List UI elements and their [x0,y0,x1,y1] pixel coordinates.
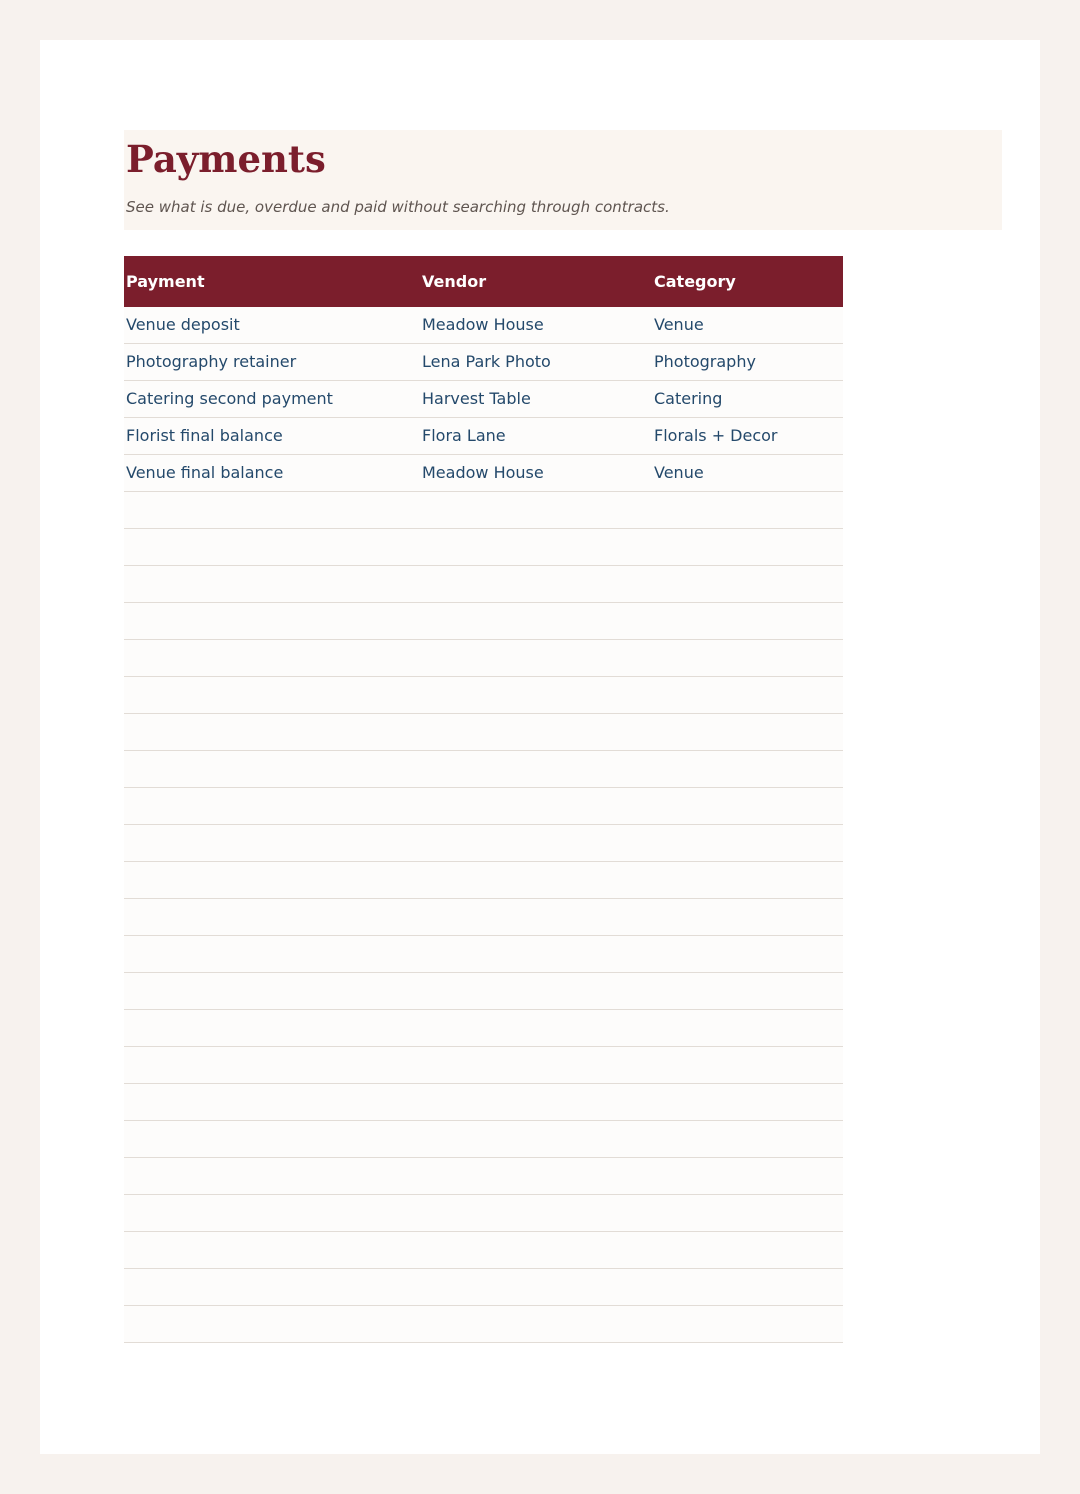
payment-cell[interactable]: Photography retainer [126,352,297,371]
table-row[interactable] [124,677,843,714]
table-row[interactable] [124,825,843,862]
payment-cell[interactable]: Catering second payment [126,389,333,408]
table-row[interactable] [124,1010,843,1047]
category-cell[interactable]: Venue [654,315,704,334]
table-row[interactable] [124,307,843,344]
category-cell[interactable]: Catering [654,389,723,408]
vendor-cell[interactable]: Lena Park Photo [422,352,551,371]
table-row[interactable] [124,1306,843,1343]
table-row[interactable] [124,1269,843,1306]
table-row[interactable] [124,455,843,492]
table-row[interactable] [124,936,843,973]
table-row[interactable] [124,418,843,455]
column-header-category: Category [654,272,736,291]
vendor-cell[interactable]: Meadow House [422,463,544,482]
document-page [40,40,1040,1454]
vendor-cell[interactable]: Flora Lane [422,426,506,445]
category-cell[interactable]: Venue [654,463,704,482]
table-row[interactable] [124,603,843,640]
category-cell[interactable]: Photography [654,352,756,371]
payments-table [124,256,843,1343]
page-subtitle: See what is due, overdue and paid without searching through contracts. [126,198,670,216]
table-row[interactable] [124,1121,843,1158]
table-row[interactable] [124,751,843,788]
table-row[interactable] [124,492,843,529]
column-header-payment: Payment [126,272,205,291]
category-cell[interactable]: Florals + Decor [654,426,778,445]
payment-cell[interactable]: Florist final balance [126,426,283,445]
table-row[interactable] [124,1084,843,1121]
table-row[interactable] [124,566,843,603]
table-row[interactable] [124,899,843,936]
table-header-row [124,256,843,307]
table-row[interactable] [124,1158,843,1195]
vendor-cell[interactable]: Meadow House [422,315,544,334]
table-row[interactable] [124,344,843,381]
table-row[interactable] [124,1195,843,1232]
table-row[interactable] [124,973,843,1010]
table-row[interactable] [124,1232,843,1269]
table-row[interactable] [124,529,843,566]
table-row[interactable] [124,862,843,899]
table-body [124,307,843,1343]
header-band [124,130,1002,230]
table-row[interactable] [124,788,843,825]
page-title: Payments [126,137,326,181]
table-row[interactable] [124,1047,843,1084]
vendor-cell[interactable]: Harvest Table [422,389,531,408]
payment-cell[interactable]: Venue deposit [126,315,240,334]
column-header-vendor: Vendor [422,272,487,291]
table-row[interactable] [124,381,843,418]
payment-cell[interactable]: Venue final balance [126,463,284,482]
table-row[interactable] [124,640,843,677]
table-row[interactable] [124,714,843,751]
